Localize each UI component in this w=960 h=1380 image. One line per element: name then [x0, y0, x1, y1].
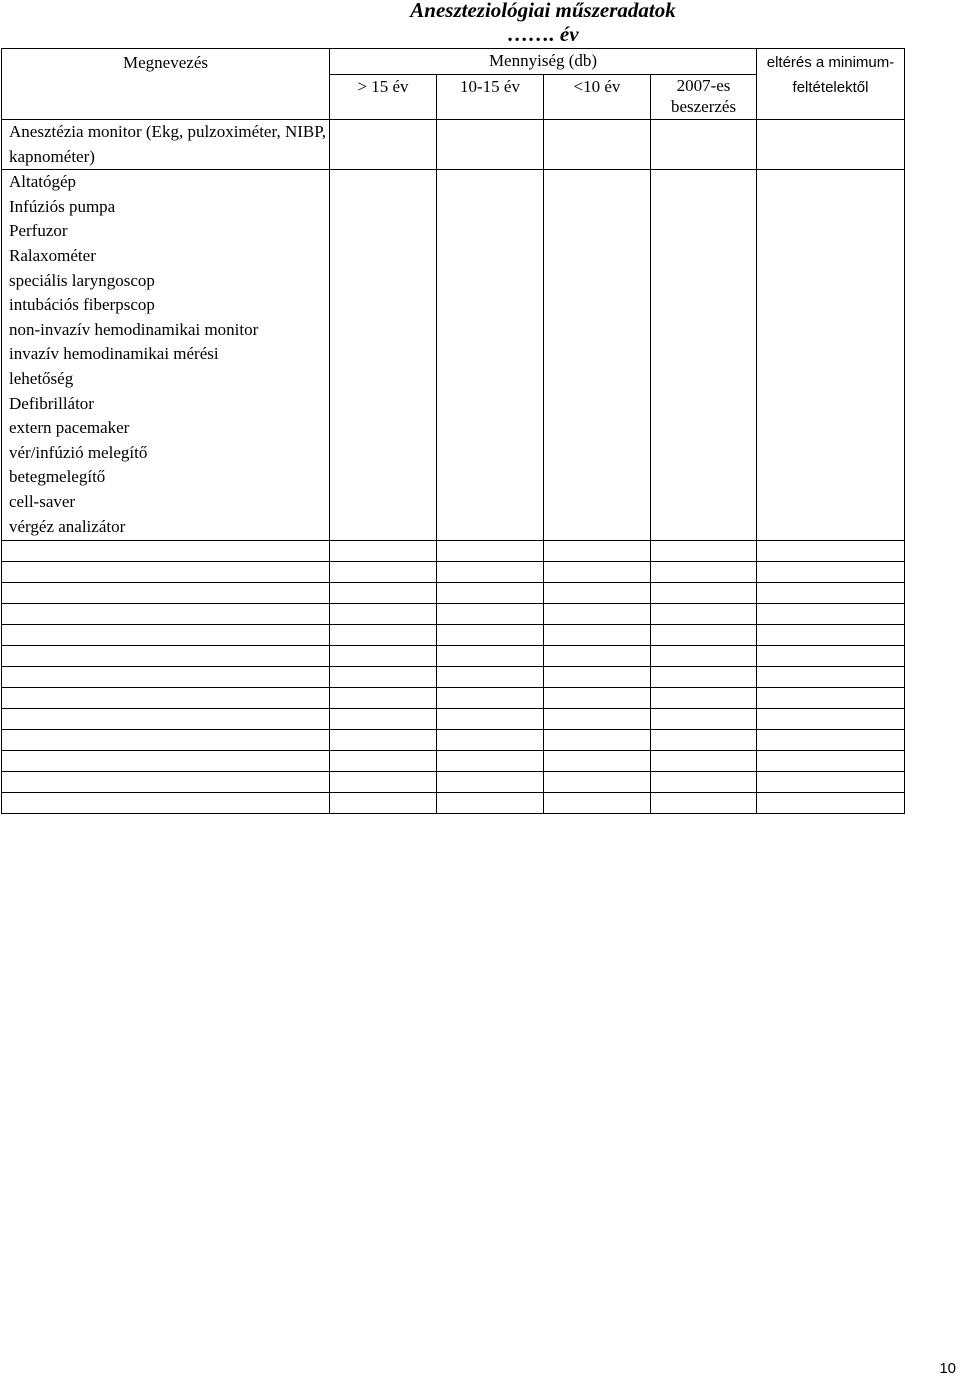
cell-empty [757, 751, 905, 772]
list-item: betegmelegítő [9, 467, 106, 487]
cell-empty [651, 751, 757, 772]
cell-empty [757, 541, 905, 562]
list-item: invazív hemodinamikai mérési lehetőség [9, 344, 219, 388]
table-row [2, 583, 905, 604]
header-age-gt15: > 15 év [330, 74, 437, 119]
cell-empty [437, 541, 544, 562]
cell-empty [651, 688, 757, 709]
cell-empty [437, 170, 544, 541]
list-item: Ralaxométer [9, 245, 96, 265]
cell-empty [544, 120, 651, 170]
cell-empty [330, 667, 437, 688]
cell-empty [330, 170, 437, 541]
cell-empty [330, 730, 437, 751]
items-row [2, 120, 905, 170]
cell-empty [2, 667, 330, 688]
cell-empty [437, 709, 544, 730]
cell-empty [2, 688, 330, 709]
table-row [2, 793, 905, 814]
cell-empty [757, 625, 905, 646]
cell-empty [2, 541, 330, 562]
cell-empty [757, 709, 905, 730]
cell-empty [437, 625, 544, 646]
cell-empty [757, 667, 905, 688]
cell-empty [757, 688, 905, 709]
list-item: Infúziós pumpa [9, 196, 116, 216]
cell-empty [544, 604, 651, 625]
items-cell-rest [2, 170, 330, 541]
table-row [2, 688, 905, 709]
cell-empty [651, 604, 757, 625]
table-row [2, 541, 905, 562]
list-item: Defibrillátor [9, 393, 94, 413]
list-item: Perfuzor [9, 221, 68, 241]
cell-empty [330, 541, 437, 562]
cell-empty [330, 625, 437, 646]
cell-empty [544, 646, 651, 667]
list-item: intubációs fiberpscop [9, 295, 155, 315]
cell-empty [544, 730, 651, 751]
header-row-1 [2, 49, 905, 75]
cell-empty [757, 793, 905, 814]
header-name: Megnevezés [2, 49, 330, 120]
cell-empty [544, 583, 651, 604]
cell-empty [330, 751, 437, 772]
cell-empty [651, 730, 757, 751]
cell-empty [2, 709, 330, 730]
cell-empty [544, 688, 651, 709]
cell-empty [757, 583, 905, 604]
table-row [2, 751, 905, 772]
cell-empty [330, 793, 437, 814]
cell-empty [437, 793, 544, 814]
items-cell-first [2, 120, 330, 170]
cell-empty [651, 772, 757, 793]
cell-empty [757, 646, 905, 667]
cell-empty [544, 625, 651, 646]
cell-empty [651, 120, 757, 170]
header-deviation: eltérés a minimum-feltételektől [757, 49, 905, 120]
cell-empty [2, 646, 330, 667]
cell-empty [544, 541, 651, 562]
cell-empty [757, 120, 905, 170]
cell-empty [757, 772, 905, 793]
cell-empty [651, 170, 757, 541]
cell-empty [2, 772, 330, 793]
list-item: non-invazív hemodinamikai monitor [9, 319, 259, 339]
cell-empty [757, 562, 905, 583]
cell-empty [2, 793, 330, 814]
table-row [2, 625, 905, 646]
cell-empty [651, 646, 757, 667]
table-row [2, 772, 905, 793]
cell-empty [651, 667, 757, 688]
cell-empty [437, 730, 544, 751]
list-item: Anesztézia monitor (Ekg, pulzoximéter, NIBP, kapnométer) [9, 122, 327, 166]
cell-empty [544, 562, 651, 583]
cell-empty [330, 646, 437, 667]
page-number: 10 [939, 1360, 956, 1377]
table-row [2, 604, 905, 625]
cell-empty [437, 667, 544, 688]
list-item: cell-saver [9, 491, 76, 511]
cell-empty [2, 583, 330, 604]
items-row-rest [2, 170, 905, 541]
cell-empty [544, 793, 651, 814]
list-item: Altatógép [9, 172, 77, 192]
cell-empty [651, 541, 757, 562]
cell-empty [2, 625, 330, 646]
list-item: vérgéz analizátor [9, 516, 126, 536]
cell-empty [651, 709, 757, 730]
list-item: extern pacemaker [9, 418, 130, 438]
cell-empty [437, 646, 544, 667]
cell-empty [651, 625, 757, 646]
cell-empty [437, 688, 544, 709]
cell-empty [757, 604, 905, 625]
table-row [2, 667, 905, 688]
cell-empty [437, 562, 544, 583]
header-age-lt10: <10 év [544, 74, 651, 119]
cell-empty [330, 772, 437, 793]
header-age-10-15: 10-15 év [437, 74, 544, 119]
cell-empty [757, 170, 905, 541]
cell-empty [544, 751, 651, 772]
table-row [2, 562, 905, 583]
cell-empty [544, 667, 651, 688]
cell-empty [2, 730, 330, 751]
table-row [2, 709, 905, 730]
cell-empty [330, 688, 437, 709]
equipment-table [1, 48, 905, 814]
table-row [2, 646, 905, 667]
table-row [2, 730, 905, 751]
cell-empty [544, 170, 651, 541]
list-item: speciális laryngoscop [9, 270, 155, 290]
cell-empty [437, 604, 544, 625]
cell-empty [437, 772, 544, 793]
cell-empty [2, 562, 330, 583]
cell-empty [330, 583, 437, 604]
cell-empty [437, 751, 544, 772]
list-item: vér/infúzió melegítő [9, 442, 148, 462]
cell-empty [2, 751, 330, 772]
cell-empty [330, 604, 437, 625]
cell-empty [757, 730, 905, 751]
cell-empty [651, 562, 757, 583]
header-purchase-2007: 2007-es beszerzés [651, 74, 757, 119]
cell-empty [651, 793, 757, 814]
cell-empty [437, 583, 544, 604]
cell-empty [2, 604, 330, 625]
cell-empty [437, 120, 544, 170]
header-quantity: Mennyiség (db) [330, 49, 757, 75]
cell-empty [651, 583, 757, 604]
cell-empty [330, 562, 437, 583]
cell-empty [544, 772, 651, 793]
document-title: Aneszteziológiai műszeradatok [410, 0, 676, 22]
cell-empty [330, 120, 437, 170]
document-subtitle: ……. év [507, 22, 579, 46]
cell-empty [330, 709, 437, 730]
cell-empty [544, 709, 651, 730]
